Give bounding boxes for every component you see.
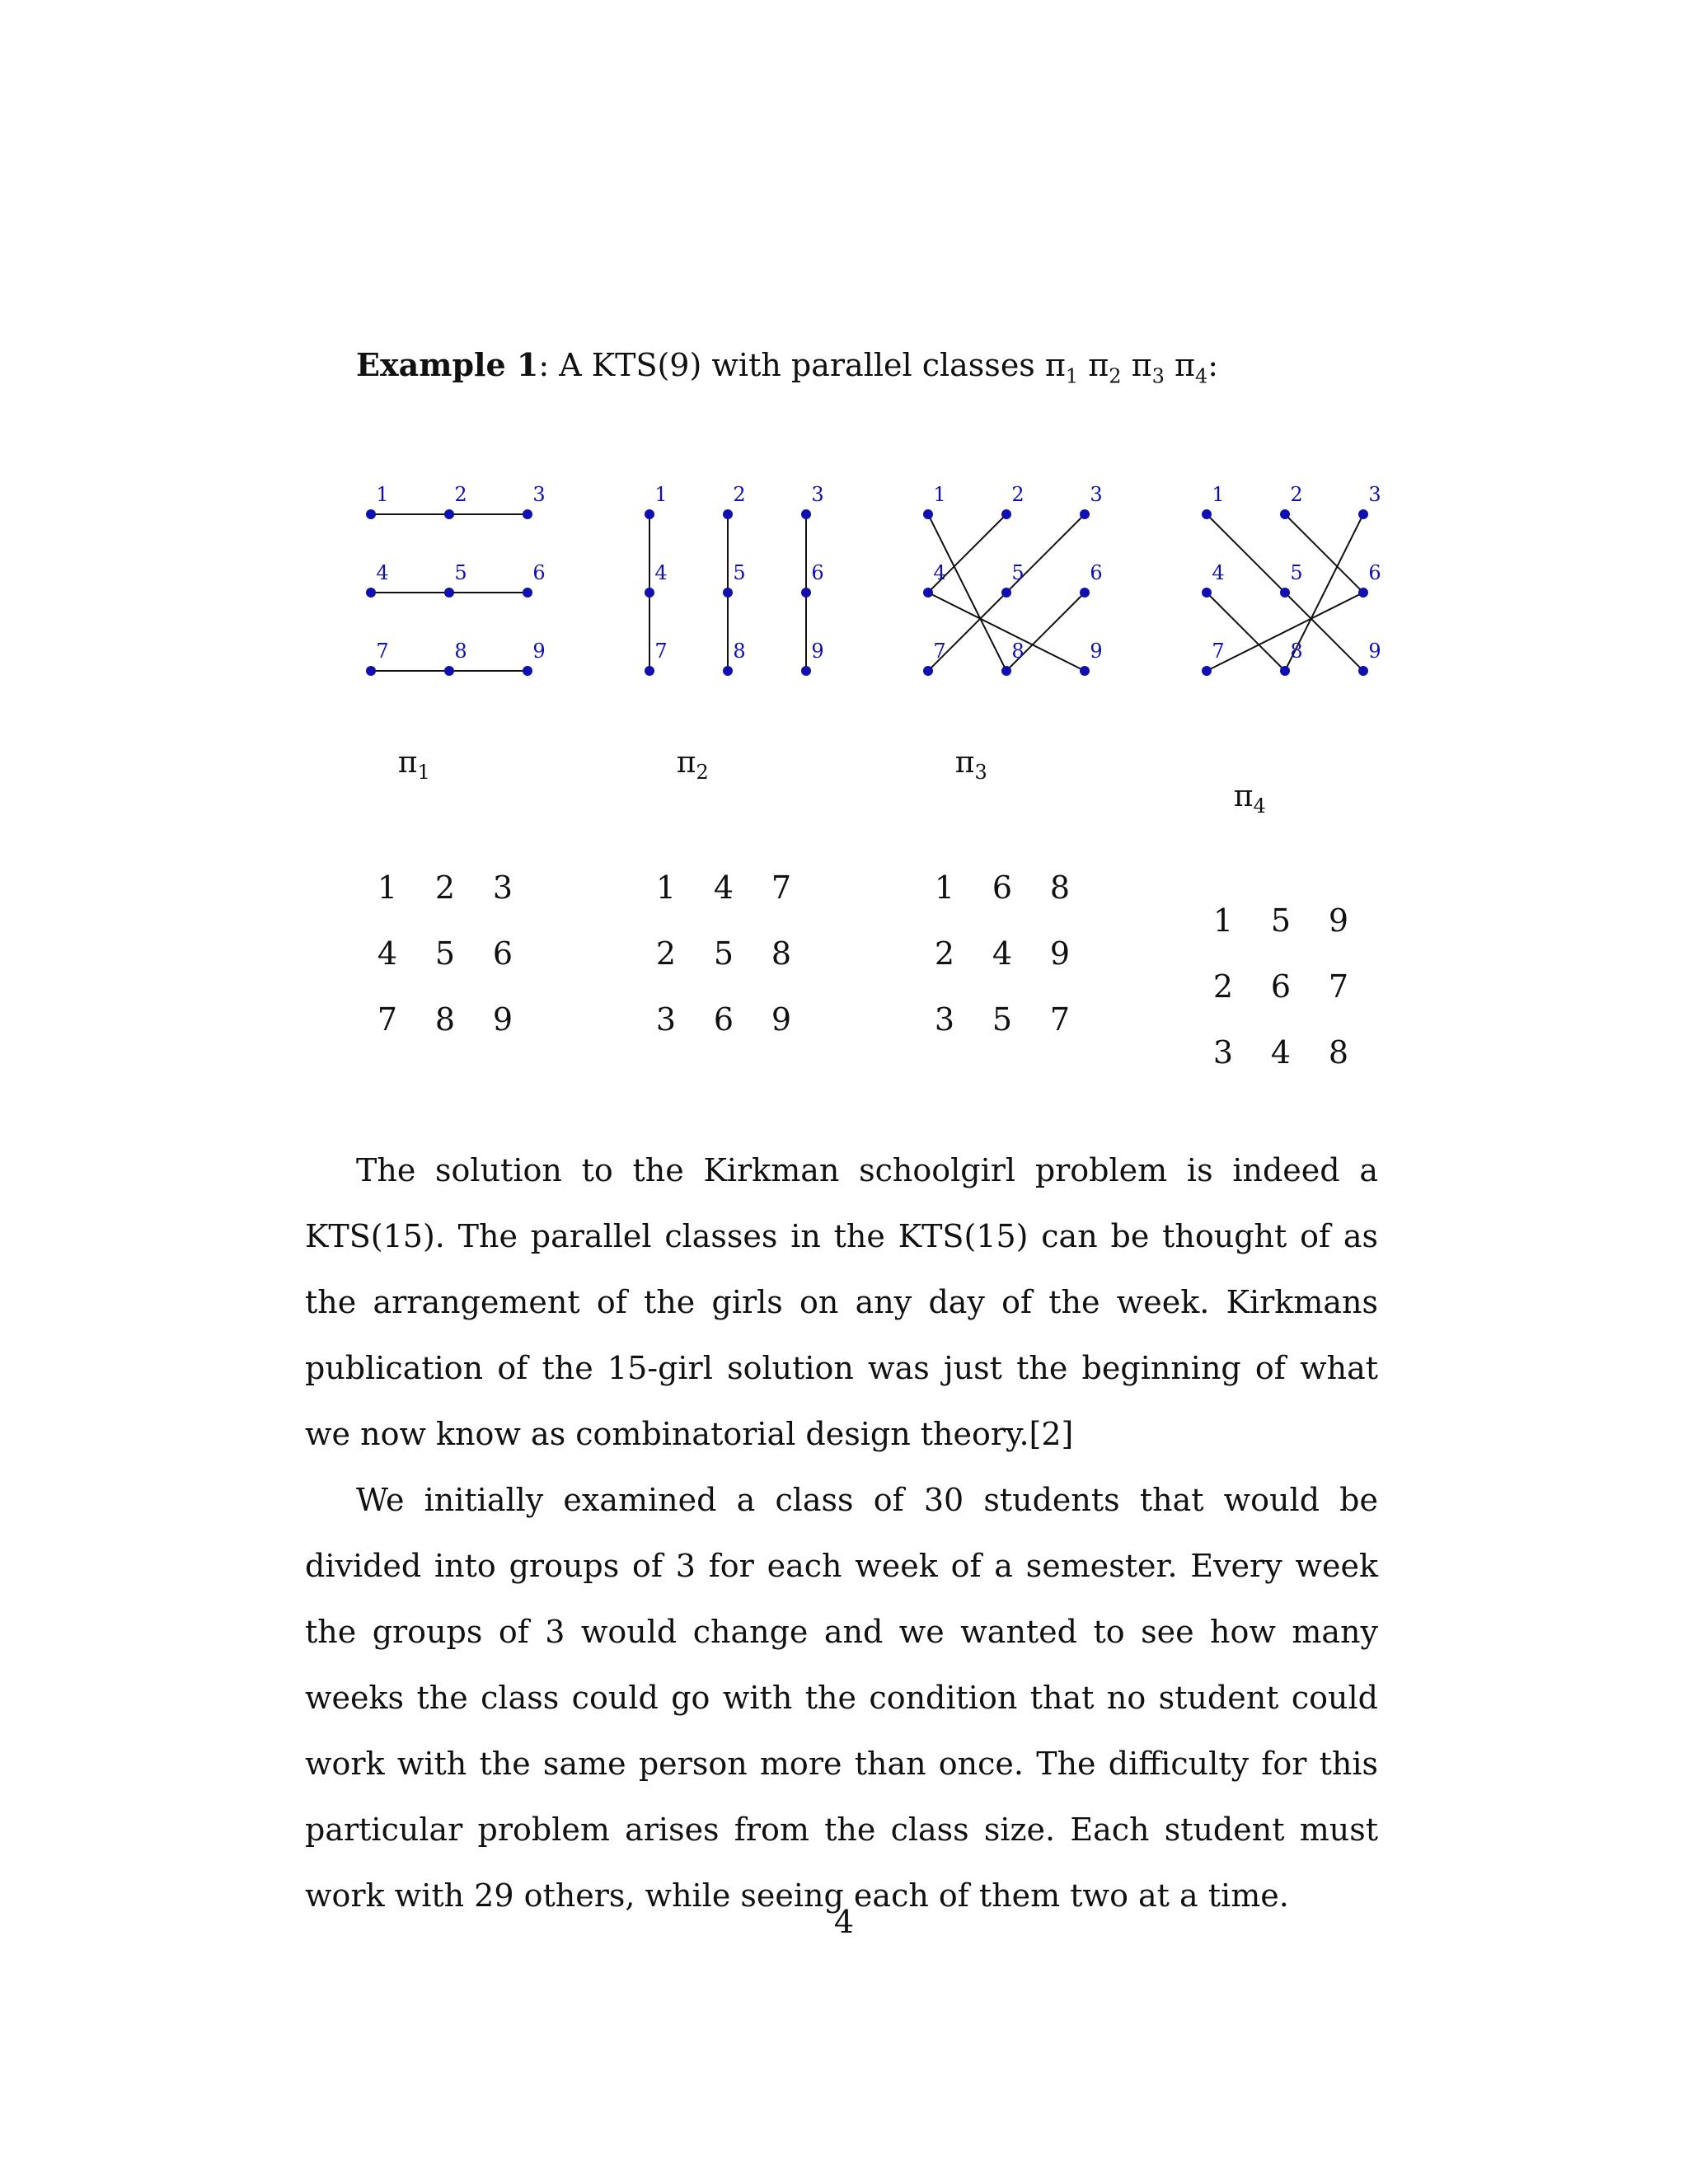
node-dot — [444, 588, 454, 598]
triple-cell: 4 — [992, 935, 1013, 972]
node-dot — [523, 588, 532, 598]
triple-cell: 3 — [934, 1001, 955, 1038]
node-label: 8 — [733, 640, 746, 663]
node-dot — [1080, 509, 1090, 519]
triple-cell: 8 — [771, 935, 792, 972]
node-label: 7 — [1212, 640, 1225, 663]
triple-cell: 6 — [1270, 968, 1292, 1005]
node-dot — [366, 588, 376, 598]
node-dot — [723, 509, 733, 519]
node-label: 7 — [376, 640, 389, 663]
triple-cell: 5 — [992, 1001, 1013, 1038]
triple-cell: 9 — [492, 1001, 513, 1038]
node-label: 7 — [654, 640, 668, 663]
triple-cell: 9 — [771, 1001, 792, 1038]
node-dot — [801, 666, 811, 676]
class-caption: $\pi_3$ — [954, 746, 987, 784]
pi-1: $\pi_1$ — [1044, 347, 1079, 388]
triple-cell: 5 — [434, 935, 456, 972]
paragraph-kirkman: The solution to the Kirkman schoolgirl problem is indeed a KTS(15). The parallel classes in the KTS(15) can be thought of as the arrangement of the girls on any day of the week. Kirkmans publication of the 15-girl solution was just the beginning of what we now know as combinatorial design theory.[2] — [305, 1152, 1378, 1452]
pi-3: $\pi_3$ — [1131, 347, 1165, 388]
node-dot — [801, 509, 811, 519]
triple-cell: 2 — [655, 935, 677, 972]
triple-cell: 2 — [934, 935, 955, 972]
triple-cell: 1 — [934, 869, 955, 906]
node-dot — [923, 666, 933, 676]
triple-cell: 7 — [377, 1001, 398, 1038]
triple-cell: 3 — [655, 1001, 677, 1038]
triple-cell: 1 — [1212, 902, 1234, 939]
node-dot — [1358, 666, 1368, 676]
example-label: Example 1 — [356, 346, 539, 383]
node-dot — [923, 509, 933, 519]
node-dot — [444, 509, 454, 519]
node-label: 1 — [933, 483, 946, 506]
node-label: 5 — [1290, 561, 1303, 584]
node-label: 3 — [1368, 483, 1381, 506]
triple-cell: 7 — [771, 869, 792, 906]
triple-cell: 2 — [434, 869, 456, 906]
pi-2: $\pi_2$ — [1088, 347, 1122, 388]
triple-cell: 7 — [1049, 1001, 1071, 1038]
triple-cell: 4 — [377, 935, 398, 972]
node-dot — [1001, 509, 1011, 519]
triple-cell: 6 — [992, 869, 1013, 906]
node-label: 6 — [532, 561, 546, 584]
node-dot — [1202, 588, 1212, 598]
node-label: 2 — [1011, 483, 1025, 506]
node-label: 9 — [1090, 640, 1103, 663]
node-dot — [1280, 588, 1290, 598]
example-text: : A KTS(9) with parallel classes — [538, 347, 1035, 383]
paragraph-students: We initially examined a class of 30 students that would be divided into groups of 3 for each week of a semester. Every week the groups of 3 would change and we wanted to see how many weeks the class could go with the condition that no student could work with the same person more than once. The difficulty for this particular problem arises from the class size. Each student must work with 29 others, while seeing each of them two at a time. — [305, 1482, 1378, 1914]
node-label: 2 — [454, 483, 467, 506]
triple-cell: 7 — [1328, 968, 1349, 1005]
node-label: 3 — [1090, 483, 1103, 506]
node-dot — [801, 588, 811, 598]
triple-cell: 2 — [1212, 968, 1234, 1005]
triple-cell: 8 — [1049, 869, 1071, 906]
class-caption: $\pi_1$ — [397, 746, 430, 784]
node-label: 3 — [811, 483, 824, 506]
node-label: 6 — [1090, 561, 1103, 584]
page-number: 4 — [833, 1904, 855, 1940]
node-dot — [923, 588, 933, 598]
node-label: 5 — [733, 561, 746, 584]
node-label: 1 — [654, 483, 668, 506]
node-label: 7 — [933, 640, 946, 663]
triple-cell: 5 — [713, 935, 734, 972]
node-dot — [1080, 588, 1090, 598]
triple-cell: 8 — [434, 1001, 456, 1038]
node-dot — [1202, 666, 1212, 676]
node-dot — [645, 588, 654, 598]
triple-cell: 6 — [713, 1001, 734, 1038]
triple-cell: 9 — [1328, 902, 1349, 939]
node-dot — [444, 666, 454, 676]
class-caption: $\pi_4$ — [1233, 780, 1266, 818]
triple-cell: 9 — [1049, 935, 1071, 972]
triple-cell: 5 — [1270, 902, 1292, 939]
triple-cell: 1 — [377, 869, 398, 906]
node-label: 6 — [1368, 561, 1381, 584]
node-label: 5 — [454, 561, 467, 584]
node-label: 4 — [1212, 561, 1225, 584]
class-caption: $\pi_2$ — [676, 746, 709, 784]
node-dot — [366, 666, 376, 676]
node-label: 1 — [376, 483, 389, 506]
node-label: 6 — [811, 561, 824, 584]
node-dot — [1358, 588, 1368, 598]
node-dot — [1358, 509, 1368, 519]
node-dot — [1280, 509, 1290, 519]
node-label: 9 — [811, 640, 824, 663]
node-dot — [1001, 666, 1011, 676]
triple-cell: 4 — [1270, 1034, 1292, 1071]
node-label: 9 — [532, 640, 546, 663]
node-label: 3 — [532, 483, 546, 506]
triple-cell: 3 — [492, 869, 513, 906]
node-label: 8 — [1011, 640, 1025, 663]
node-dot — [723, 666, 733, 676]
node-dot — [523, 509, 532, 519]
triple-cell: 4 — [713, 869, 734, 906]
node-dot — [645, 666, 654, 676]
triple-cell: 1 — [655, 869, 677, 906]
node-label: 4 — [933, 561, 946, 584]
node-label: 5 — [1011, 561, 1025, 584]
node-label: 4 — [376, 561, 389, 584]
node-label: 4 — [654, 561, 668, 584]
node-label: 9 — [1368, 640, 1381, 663]
node-label: 8 — [1290, 640, 1303, 663]
node-dot — [523, 666, 532, 676]
node-label: 2 — [1290, 483, 1303, 506]
example-colon: : — [1207, 347, 1219, 383]
node-dot — [723, 588, 733, 598]
triple-cell: 6 — [492, 935, 513, 972]
node-dot — [1080, 666, 1090, 676]
node-label: 1 — [1212, 483, 1225, 506]
node-label: 2 — [733, 483, 746, 506]
node-dot — [366, 509, 376, 519]
node-label: 8 — [454, 640, 467, 663]
triple-cell: 3 — [1212, 1034, 1234, 1071]
node-dot — [645, 509, 654, 519]
node-dot — [1280, 666, 1290, 676]
pi-4: $\pi_4$ — [1174, 347, 1208, 388]
node-dot — [1202, 509, 1212, 519]
node-dot — [1001, 588, 1011, 598]
triple-cell: 8 — [1328, 1034, 1349, 1071]
